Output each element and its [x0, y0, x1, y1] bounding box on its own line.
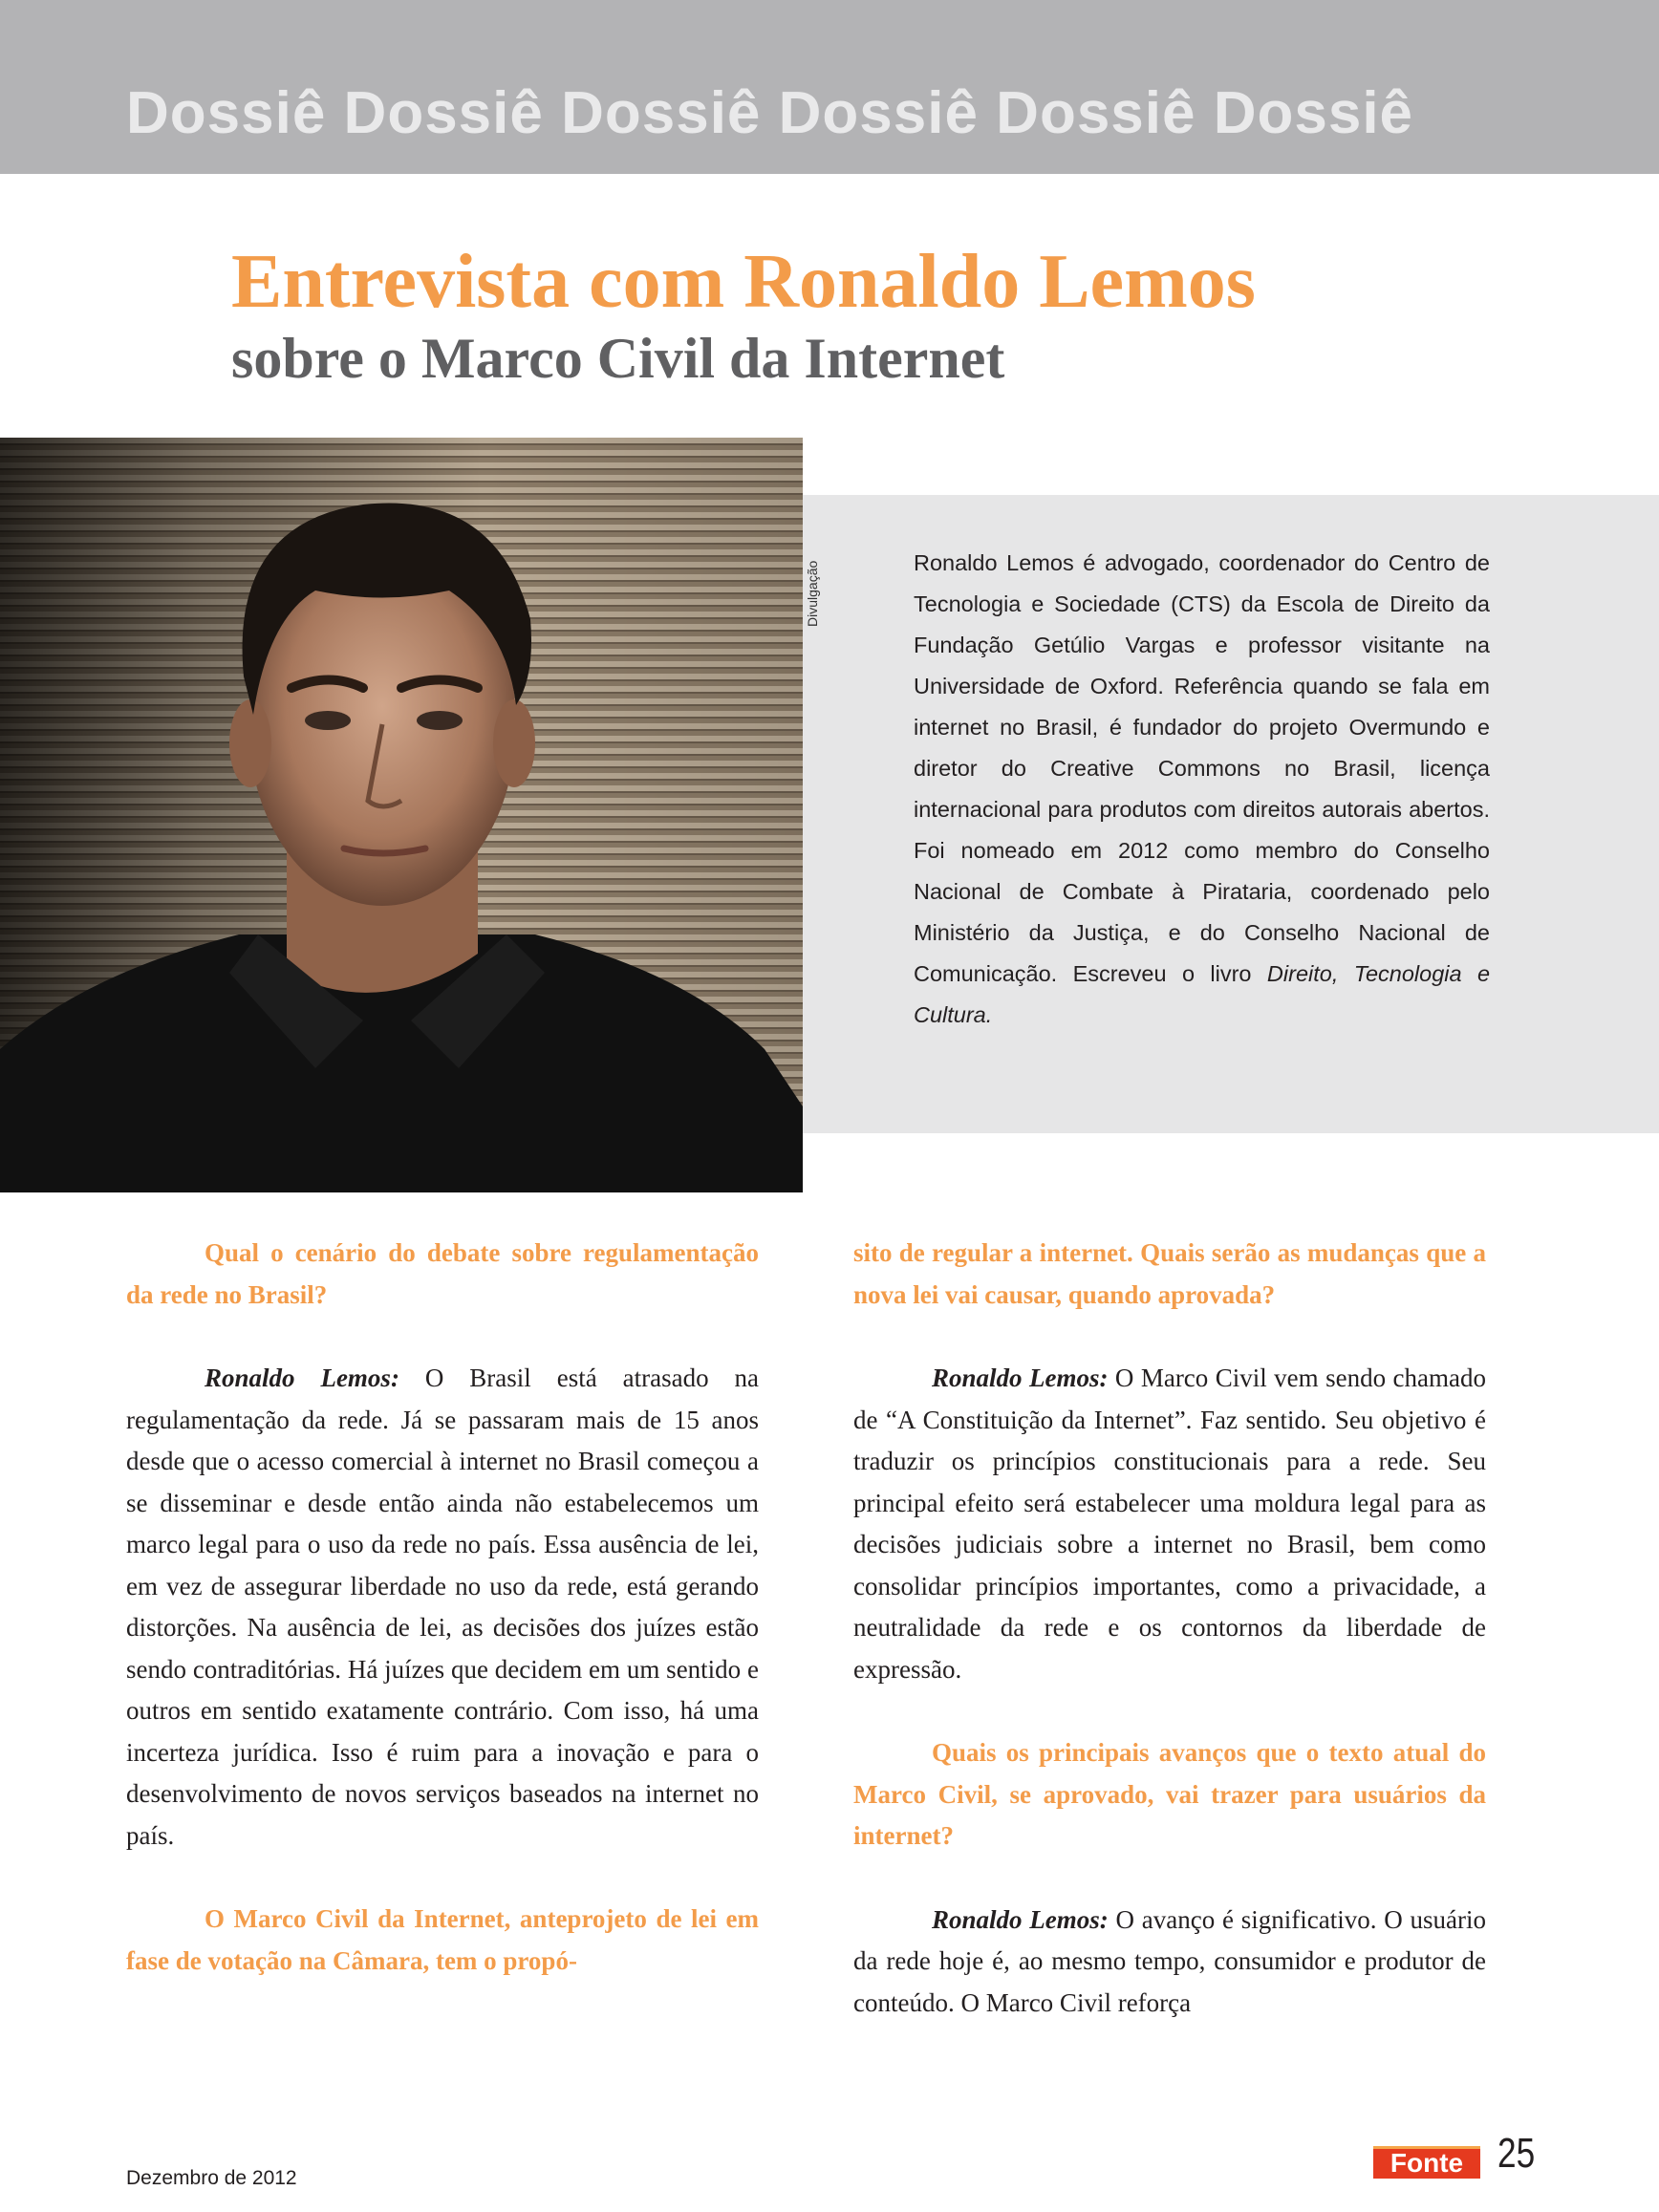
speaker-label: Ronaldo Lemos:: [932, 1364, 1109, 1392]
answer-2: [853, 1358, 1486, 1690]
bio-book-title: Direito, Tecnologia e Cultura.: [914, 961, 1491, 1027]
answer-3: [853, 1900, 1486, 2025]
column-right: [853, 1233, 1486, 2024]
answer-1-text: O Brasil está atrasado na regulamentação da rede. Já se passaram mais de 15 anos desde que o acesso comercial à internet no Brasil começou a se disseminar e desde então ainda não estabelecemos um marco legal para o uso da rede no país. Essa ausência de lei, em vez de assegurar liberdade no uso da rede, está gerando distorções. Na ausência de lei, as decisões dos juízes estão sendo contraditórias. Há juízes que decidem em um sentido e outros em sentido exatamente contrário. Com isso, há uma incerteza jurídica. Isso é ruim para a inovação e para o desenvolvimento de novos serviços baseados na internet no país.: [126, 1364, 759, 1850]
photo-credit: Divulgação: [805, 560, 820, 627]
article-title: Entrevista com Ronaldo Lemos: [231, 240, 1256, 324]
answer-3-text: O avanço é significativo. O usuário da rede hoje é, ao mesmo tempo, consumidor e produtor de conteúdo. O Marco Civil reforça: [853, 1904, 1487, 2017]
question-3: Quais os principais avanços que o texto atual do Marco Civil, se aprovado, vai trazer para usuários da internet?: [853, 1738, 1486, 1850]
portrait-photo: [0, 438, 803, 1192]
section-label: Dossiê Dossiê Dossiê Dossiê Dossiê Dossiê: [126, 80, 1414, 146]
photo-credit-container: [805, 560, 824, 650]
issue-date: Dezembro de 2012: [126, 2167, 297, 2189]
section-banner: [0, 0, 1659, 174]
speaker-label: Ronaldo Lemos:: [932, 1904, 1109, 1934]
magazine-logo: [1373, 2146, 1480, 2179]
bio-text: Ronaldo Lemos é advogado, coordenador do Centro de Tecnologia e Sociedade (CTS) da Escola de Direito da Fundação Getúlio Vargas e professor visitante na Universidade de Oxford. Referência quando se fala em internet no Brasil, é fundador do projeto Overmundo e diretor do Creative Commons no Brasil, licença internacional para produtos com direitos autorais abertos. Foi nomeado em 2012 como membro do Conselho Nacional de Combate à Pirataria, coordenado pelo Ministério da Justiça, e do Conselho Nacional de Comunicação. Escreveu o livro: [914, 550, 1490, 986]
article-subtitle: sobre o Marco Civil da Internet: [231, 327, 1005, 390]
magazine-logo-text: Fonte: [1390, 2148, 1464, 2178]
answer-2-text: O Marco Civil vem sendo chamado de “A Constituição da Internet”. Faz sentido. Seu objetivo é traduzir os princípios constitucionais para a rede. Seu principal efeito será estabelecer uma moldura legal para as decisões judiciais sobre a internet no Brasil, bem como consolidar princípios importantes, como a privacidade, a neutralidade da rede e os contornos da liberdade de expressão.: [853, 1364, 1486, 1684]
author-bio: [914, 543, 1490, 1036]
column-left: [126, 1233, 759, 1982]
page-number: 25: [1497, 2130, 1536, 2177]
question-2-start: O Marco Civil da Internet, anteprojeto de lei em fase de votação na Câmara, tem o propó-: [126, 1904, 759, 1975]
question-1: Qual o cenário do debate sobre regulamentação da rede no Brasil?: [126, 1238, 759, 1309]
answer-1: [126, 1358, 759, 1857]
speaker-label: Ronaldo Lemos:: [205, 1364, 399, 1392]
question-2-end: sito de regular a internet. Quais serão as mudanças que a nova lei vai causar, quando aprovada?: [853, 1238, 1486, 1309]
